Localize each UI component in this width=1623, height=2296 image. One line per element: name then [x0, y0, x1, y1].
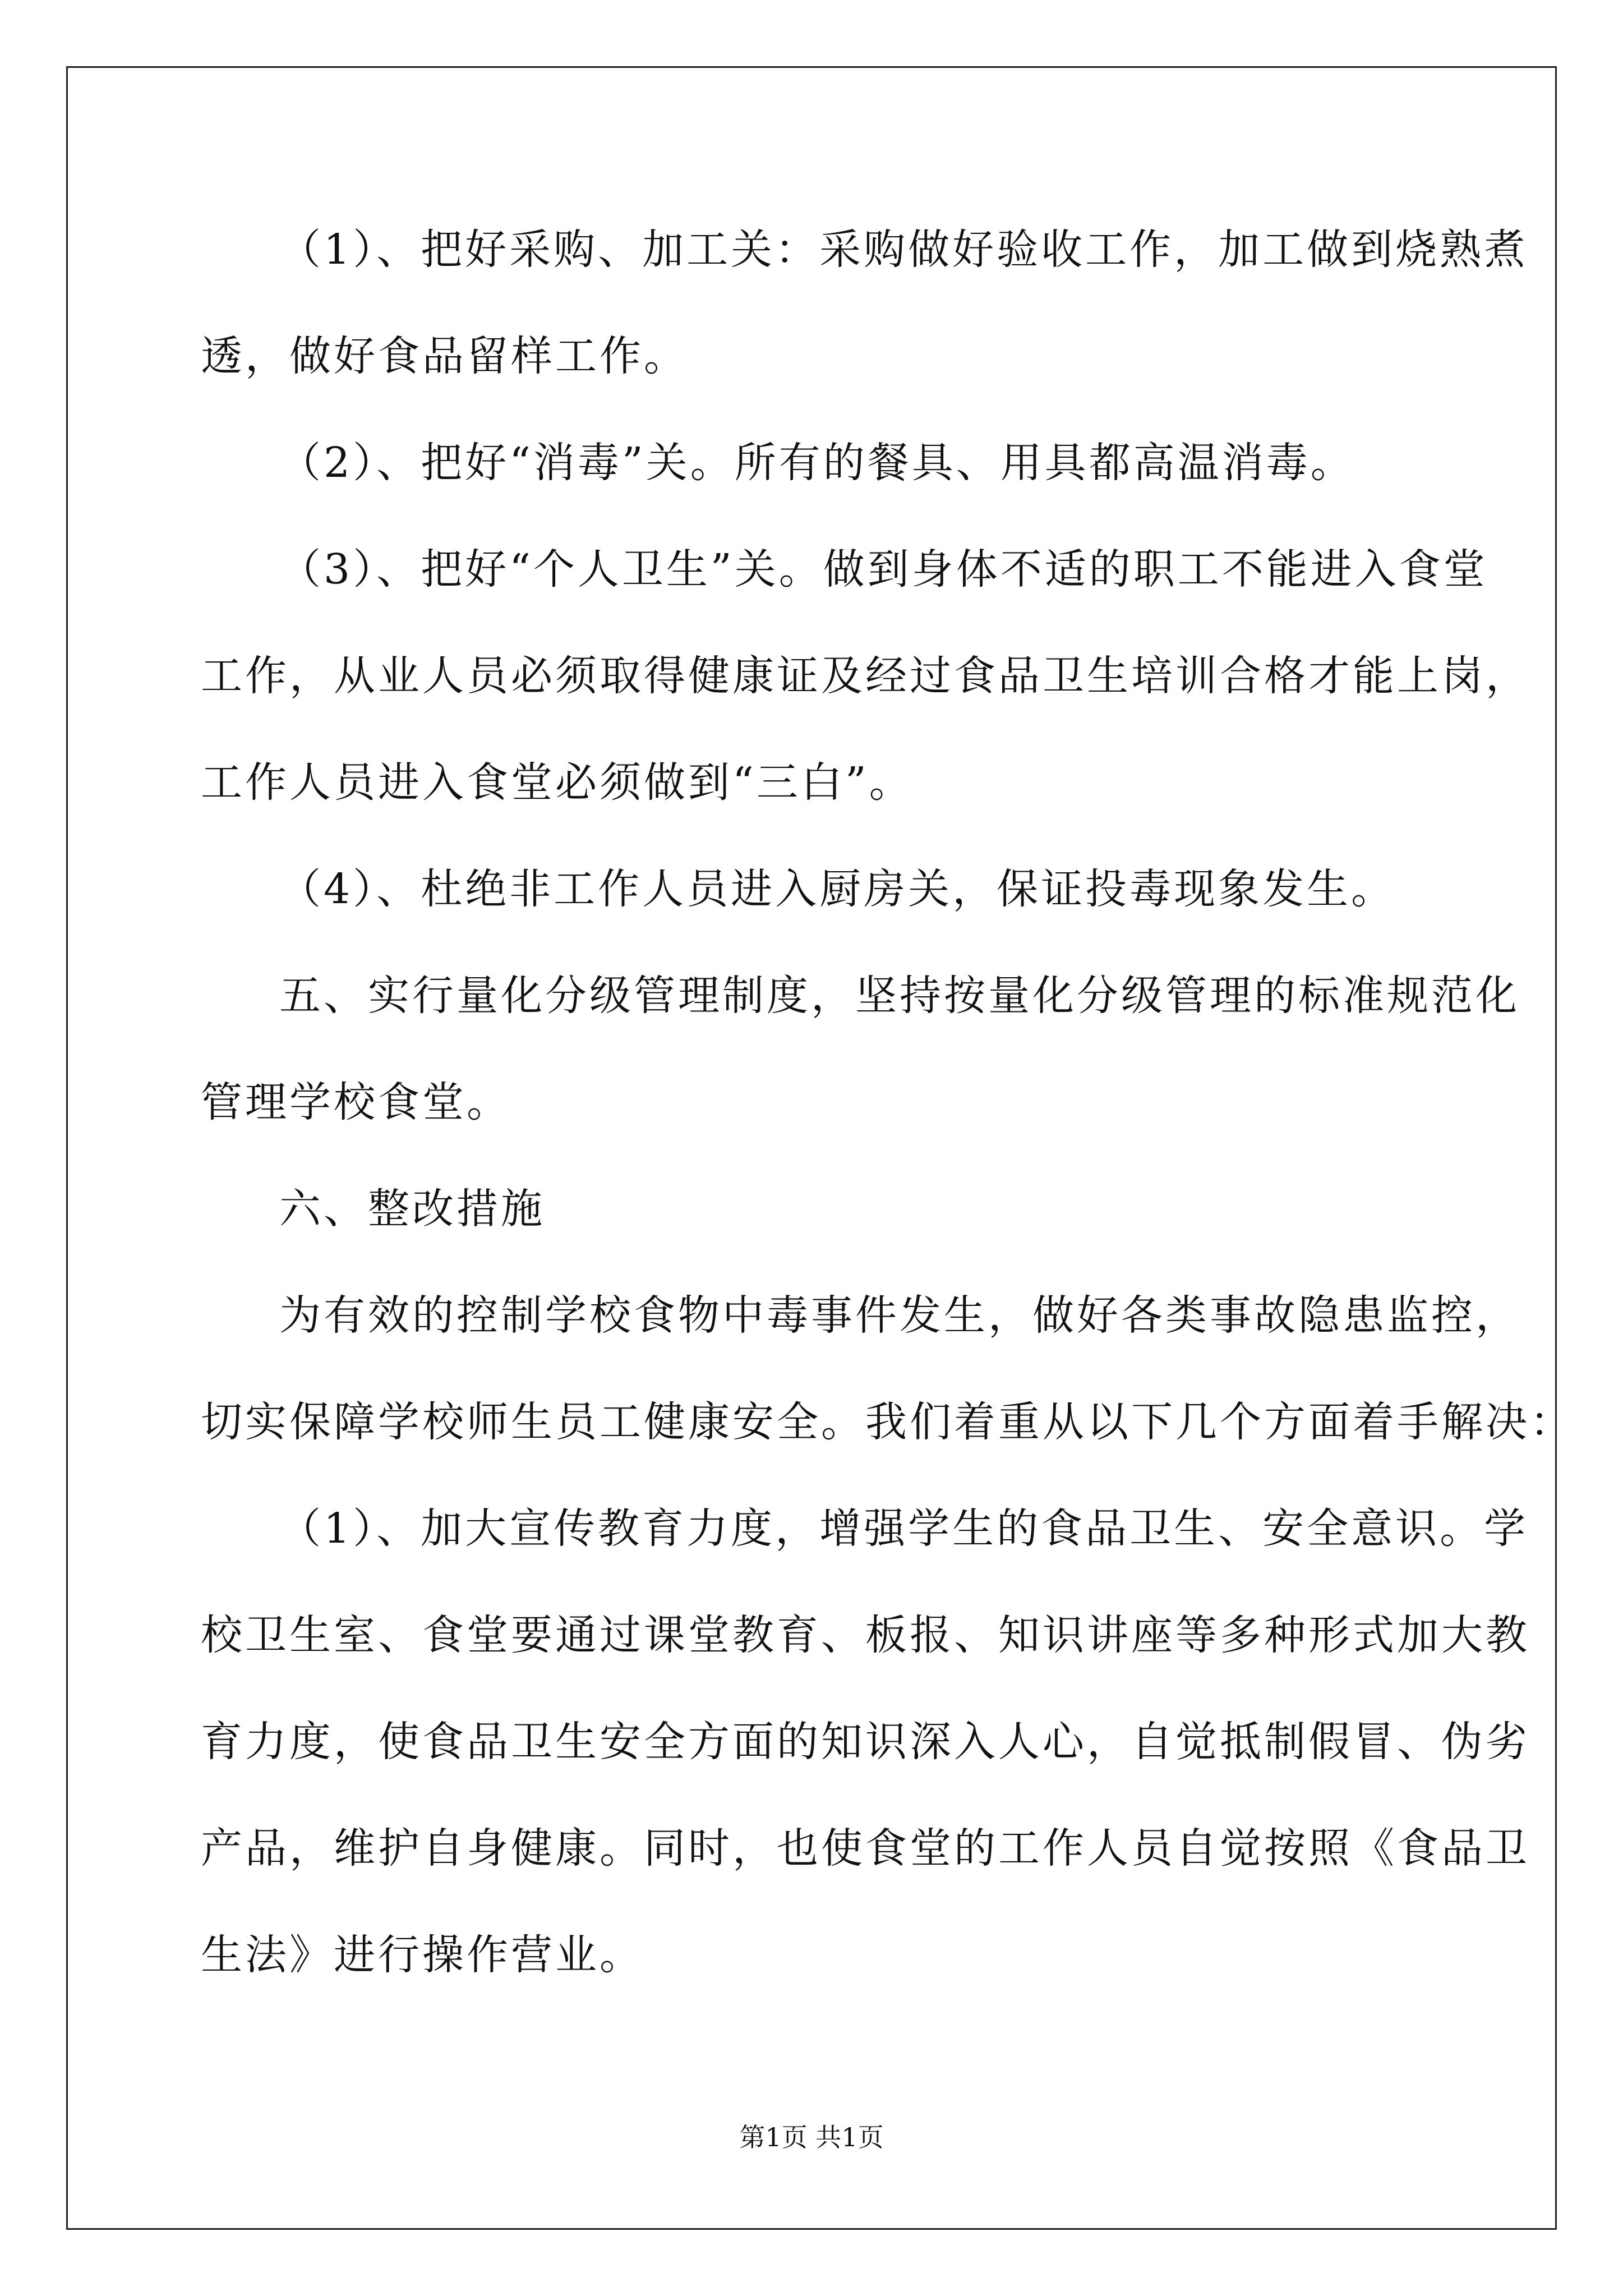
paragraph-line: 为有效的控制学校食物中毒事件发生，做好各类事故隐患监控， [279, 1291, 1520, 1340]
paragraph-line: （1）、加大宣传教育力度，增强学生的食品卫生、安全意识。学 [279, 1504, 1529, 1553]
section-heading: 六、整改措施 [279, 1185, 545, 1233]
page-footer: 第1页 共1页 [739, 2122, 884, 2152]
paragraph-line: 透，做好食品留样工作。 [201, 332, 688, 380]
paragraph-line: 管理学校食堂。 [201, 1078, 511, 1126]
paragraph-line: 工作，从业人员必须取得健康证及经过食品卫生培训合格才能上岗， [201, 652, 1530, 700]
paragraph-line: 五、实行量化分级管理制度，坚持按量化分级管理的标准规范化 [279, 972, 1520, 1020]
paragraph-line: （4）、杜绝非工作人员进入厨房关，保证投毒现象发生。 [279, 865, 1396, 913]
page-border [66, 66, 1557, 2230]
paragraph-line: （3）、把好“个人卫生”关。做到身体不适的职工不能进入食堂 [279, 545, 1488, 593]
paragraph-line: 育力度，使食品卫生安全方面的知识深入人心，自觉抵制假冒、伪劣 [201, 1718, 1530, 1766]
paragraph-line: 产品，维护自身健康。同时，也使食堂的工作人员自觉按照《食品卫 [201, 1824, 1530, 1872]
paragraph-line: 生法》进行操作营业。 [201, 1931, 644, 1979]
paragraph-line: （1）、把好采购、加工关：采购做好验收工作，加工做到烧熟煮 [279, 226, 1529, 274]
paragraph-line: 工作人员进入食堂必须做到“三白”。 [201, 758, 914, 807]
paragraph-line: （2）、把好“消毒”关。所有的餐具、用具都高温消毒。 [279, 439, 1355, 487]
paragraph-line: 切实保障学校师生员工健康安全。我们着重从以下几个方面着手解决： [201, 1398, 1574, 1446]
paragraph-line: 校卫生室、食堂要通过课堂教育、板报、知识讲座等多种形式加大教 [201, 1611, 1530, 1659]
